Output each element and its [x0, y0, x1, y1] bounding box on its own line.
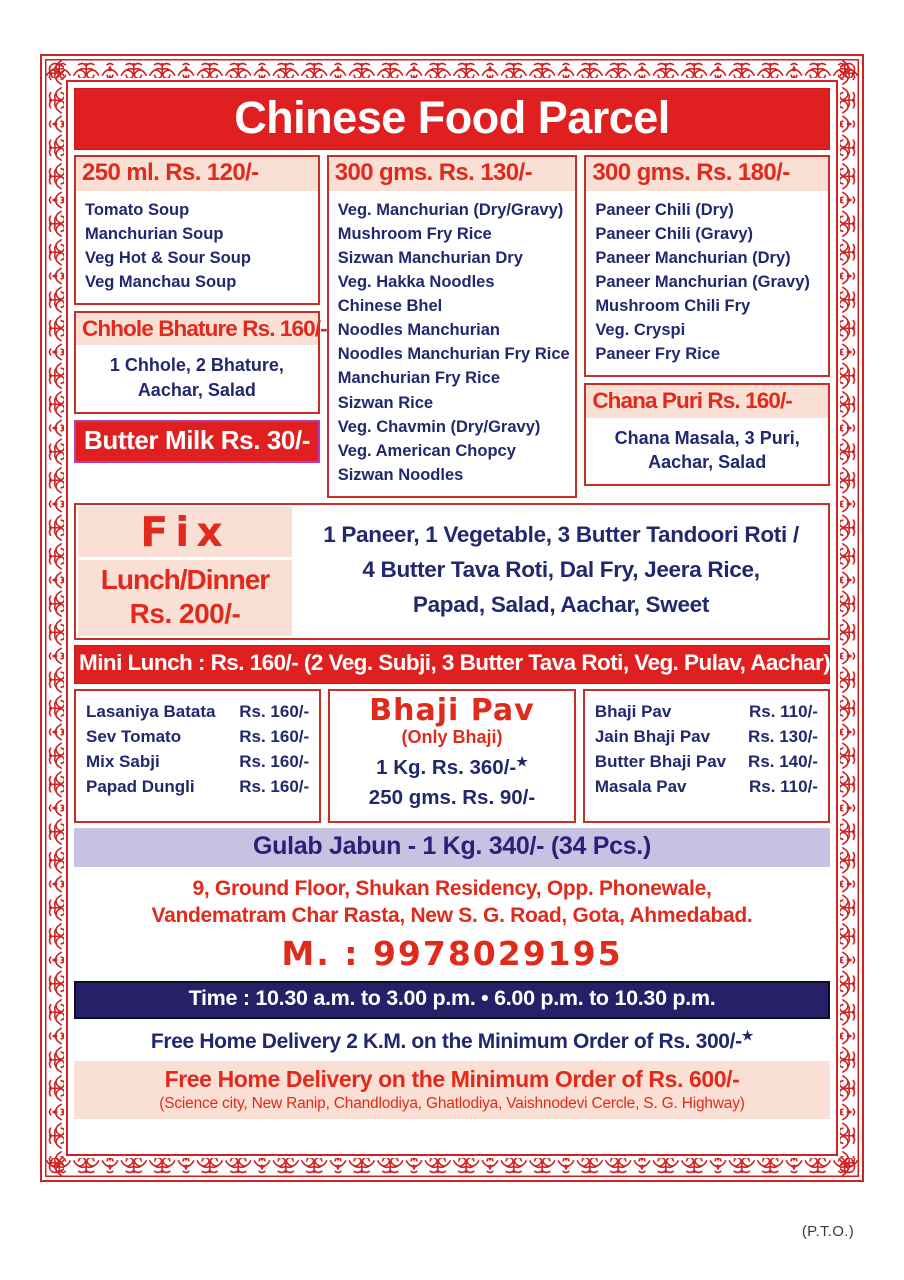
fix-lunch-dinner-section	[74, 503, 830, 640]
item-price: Rs. 160/-	[239, 701, 310, 721]
chhole-bhature-body	[76, 345, 318, 412]
item-name: Lasaniya Batata	[86, 701, 216, 721]
chhole-bhature-heading: Chhole Bhature Rs. 160/-	[76, 313, 318, 345]
table-row	[86, 724, 309, 749]
list-item: Noodles Manchurian Fry Rice	[337, 345, 570, 364]
chana-line-2: Aachar, Salad	[648, 451, 767, 472]
list-item: Noodles Manchurian	[337, 321, 500, 340]
menu-content	[74, 88, 830, 1148]
list-item: Tomato Soup	[85, 200, 190, 219]
item-name: Papad Dungli	[86, 777, 195, 797]
bhaji-1kg-text: 1 Kg. Rs. 360/-	[376, 756, 517, 780]
item-name: Jain Bhaji Pav	[594, 726, 711, 746]
bhaji-pav-250g: 250 gms. Rs. 90/-	[368, 786, 536, 810]
paneer-180-heading: 300 gms. Rs. 180/-	[586, 157, 828, 191]
fix-meal-label: Lunch/Dinner	[100, 563, 270, 595]
bhaji-pav-panel	[328, 689, 576, 823]
fix-logo: Fix	[78, 507, 292, 557]
chinese-130-card	[327, 155, 578, 498]
butter-milk-banner: Butter Milk Rs. 30/-	[74, 420, 320, 463]
item-price: Rs. 160/-	[239, 726, 310, 746]
list-item: Manchurian Soup	[85, 224, 224, 243]
item-price: Rs. 130/-	[748, 726, 818, 746]
opening-hours-banner: Time : 10.30 a.m. to 3.00 p.m. • 6.00 p.m. to 10.30 p.m.	[74, 981, 830, 1019]
column-right	[584, 155, 830, 486]
menu-columns	[74, 155, 830, 498]
pto-marker: (P.T.O.)	[801, 1223, 854, 1240]
list-item: Mushroom Fry Rice	[337, 224, 492, 243]
asterisk-icon: ★	[741, 1027, 754, 1043]
list-item: Paneer Fry Rice	[595, 345, 721, 364]
table-row	[86, 749, 309, 774]
list-item: Chinese Bhel	[337, 297, 443, 316]
list-item: Paneer Chili (Dry)	[595, 200, 734, 219]
bhaji-pav-title: Bhaji Pav	[369, 692, 535, 728]
gulab-jabun-banner: Gulab Jabun - 1 Kg. 340/- (34 Pcs.)	[74, 828, 830, 868]
soup-card	[74, 155, 320, 305]
chhole-line-1: 1 Chhole, 2 Bhature,	[109, 355, 284, 376]
chinese-130-heading: 300 gms. Rs. 130/-	[329, 157, 576, 191]
fix-price-block	[78, 560, 292, 636]
fix-description	[294, 505, 828, 638]
asterisk-icon: ★	[516, 754, 528, 770]
chana-puri-body	[586, 418, 828, 485]
item-name: Masala Pav	[594, 777, 687, 797]
bhaji-pav-1kg	[338, 753, 566, 783]
list-item: Manchurian Fry Rice	[337, 369, 500, 388]
fix-desc-line-2: 4 Butter Tava Roti, Dal Fry, Jeera Rice,	[362, 557, 760, 583]
bhaji-pav-subtitle: (Only Bhaji)	[401, 727, 503, 748]
address-line-2: Vandematram Char Rasta, New S. G. Road, Gota, Ahmedabad.	[151, 904, 753, 928]
fix-left-block	[76, 505, 294, 638]
fix-desc-line-3: Papad, Salad, Aachar, Sweet	[412, 592, 710, 618]
table-row	[595, 774, 818, 799]
fix-price: Rs. 200/-	[129, 597, 241, 629]
table-row	[595, 699, 818, 724]
free-delivery-600-block	[74, 1061, 830, 1119]
chana-puri-heading: Chana Puri Rs. 160/-	[586, 385, 828, 417]
paneer-180-card	[584, 155, 830, 377]
list-item: Paneer Chili (Gravy)	[595, 224, 754, 243]
item-name: Butter Bhaji Pav	[594, 751, 727, 771]
list-item: Paneer Manchurian (Dry)	[595, 249, 791, 268]
soup-card-heading: 250 ml. Rs. 120/-	[76, 157, 318, 191]
column-left	[74, 155, 327, 463]
list-item: Veg. Chavmin (Dry/Gravy)	[337, 417, 541, 436]
inner-border	[66, 80, 838, 1156]
address-block	[74, 872, 830, 930]
item-price: Rs. 160/-	[239, 751, 310, 771]
item-price: Rs. 160/-	[239, 777, 310, 797]
item-name: Sev Tomato	[86, 726, 182, 746]
fix-desc-line-1: 1 Paneer, 1 Vegetable, 3 Butter Tandoori Roti /	[323, 522, 799, 548]
list-item: Paneer Manchurian (Gravy)	[595, 273, 810, 292]
free-delivery-2km	[74, 1024, 830, 1056]
list-item: Veg. Manchurian (Dry/Gravy)	[337, 200, 564, 219]
table-row	[86, 774, 309, 799]
list-item: Veg. Hakka Noodles	[337, 273, 495, 292]
list-item: Veg. Cryspi	[595, 321, 686, 340]
free-delivery-2km-text: Free Home Delivery 2 K.M. on the Minimum Order of Rs. 300/-	[150, 1029, 742, 1053]
item-price: Rs. 140/-	[748, 751, 818, 771]
page-title: Chinese Food Parcel	[74, 88, 830, 150]
list-item: Veg Manchau Soup	[85, 273, 237, 292]
chhole-bhature-card	[74, 311, 327, 414]
table-row	[86, 699, 309, 724]
mini-lunch-banner: Mini Lunch : Rs. 160/- (2 Veg. Subji, 3 Butter Tava Roti, Veg. Pulav, Aachar)	[74, 645, 830, 684]
item-price: Rs. 110/-	[748, 777, 818, 797]
pav-price-panel	[583, 689, 830, 823]
chhole-line-2: Aachar, Salad	[137, 379, 256, 400]
sabji-price-list	[86, 699, 309, 800]
chana-line-1: Chana Masala, 3 Puri,	[614, 427, 800, 448]
item-price: Rs. 110/-	[748, 701, 818, 721]
chana-puri-card	[584, 383, 830, 486]
list-item: Sizwan Noodles	[337, 465, 464, 484]
address-line-1: 9, Ground Floor, Shukan Residency, Opp. Phonewale,	[192, 877, 712, 901]
free-delivery-areas: (Science city, New Ranip, Chandlodiya, Ghatlodiya, Vaishnodevi Cercle, S. G. Highway)	[159, 1095, 745, 1113]
list-item: Mushroom Chili Fry	[595, 297, 751, 316]
soup-card-body	[76, 191, 318, 303]
list-item: Sizwan Manchurian Dry	[337, 249, 523, 268]
bottom-panels	[74, 689, 830, 823]
list-item: Veg Hot & Sour Soup	[85, 249, 251, 268]
list-item: Veg. American Chopcy	[337, 441, 516, 460]
item-name: Mix Sabji	[86, 751, 160, 771]
item-name: Bhaji Pav	[594, 701, 672, 721]
column-middle	[327, 155, 578, 498]
sabji-price-panel	[74, 689, 321, 823]
pav-price-list	[595, 699, 818, 800]
free-delivery-600: Free Home Delivery on the Minimum Order of Rs. 600/-	[164, 1065, 740, 1092]
paneer-180-body	[586, 191, 828, 376]
table-row	[595, 749, 818, 774]
table-row	[595, 724, 818, 749]
list-item: Sizwan Rice	[337, 393, 434, 412]
phone-number[interactable]: M. : 9978029195	[281, 934, 623, 974]
ornamental-frame	[40, 54, 864, 1182]
chinese-130-body	[329, 191, 576, 496]
